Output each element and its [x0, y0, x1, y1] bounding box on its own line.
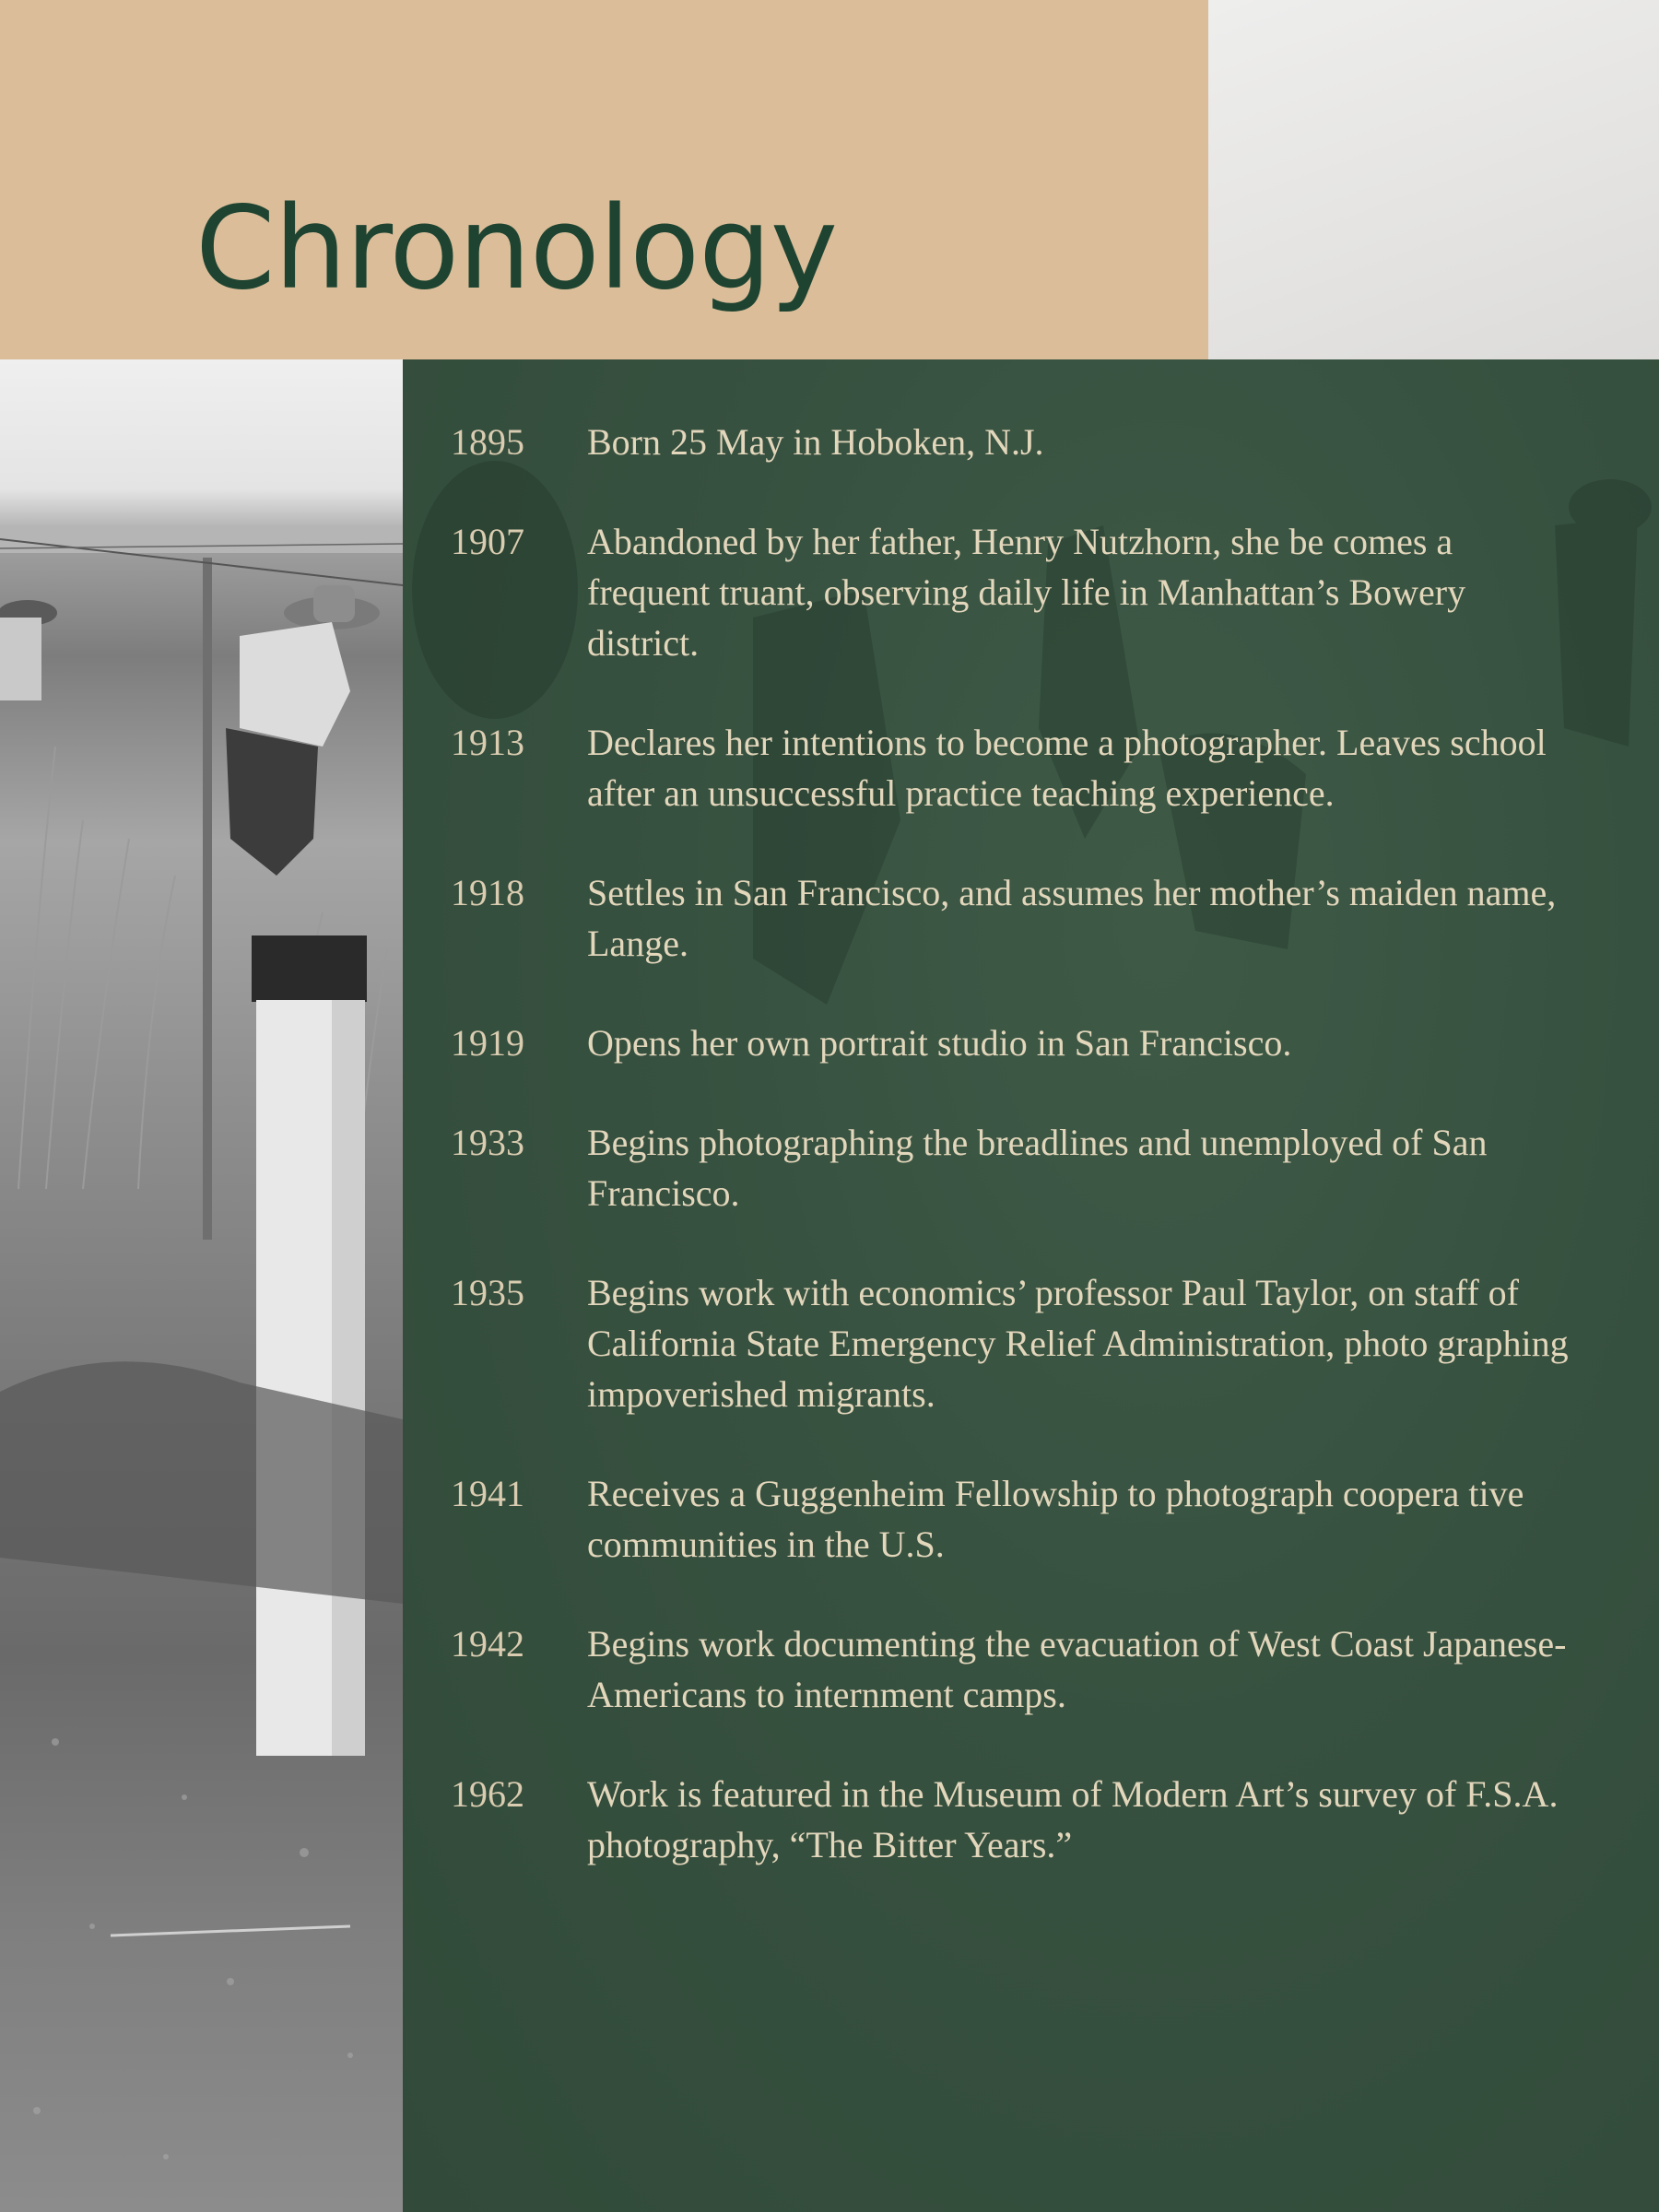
- timeline-entry: [403, 1618, 1659, 1720]
- field-workers-photo: [0, 359, 403, 2212]
- timeline-entry: [403, 1769, 1659, 1870]
- entry-text: Opens her own portrait studio in San Francisco.: [587, 1022, 1292, 1064]
- entry-year: 1962: [451, 1773, 524, 1815]
- page-title: Chronology: [195, 182, 838, 315]
- entry-year: 1942: [451, 1623, 524, 1665]
- entry-text: Receives a Guggenheim Fellowship to photograph coopera tive communities in the U.S.: [587, 1473, 1524, 1565]
- timeline-entry: [403, 867, 1659, 969]
- timeline: [403, 417, 1659, 1919]
- entry-text: Work is featured in the Museum of Modern Art’s survey of F.S.A. photography, “The Bitter Years.”: [587, 1773, 1559, 1865]
- timeline-entry: [403, 1117, 1659, 1218]
- timeline-entry: [403, 417, 1659, 467]
- entry-year: 1933: [451, 1122, 524, 1163]
- entry-text: Begins work documenting the evacuation of West Coast Japanese-Americans to internment camps.: [587, 1623, 1567, 1715]
- title-band: [0, 0, 1208, 359]
- entry-year: 1935: [451, 1272, 524, 1313]
- photo-illustration: [0, 359, 403, 2212]
- entry-text: Begins work with economics’ professor Paul Taylor, on staff of California State Emergency Relief Administration, photo graphing impoverished migrants.: [587, 1272, 1569, 1415]
- entry-year: 1913: [451, 722, 524, 763]
- entry-text: Declares her intentions to become a photographer. Leaves school after an unsuccessful practice teaching experience.: [587, 722, 1547, 814]
- entry-text: Begins photographing the breadlines and unemployed of San Francisco.: [587, 1122, 1488, 1214]
- entry-year: 1918: [451, 872, 524, 913]
- chronology-panel: [403, 359, 1659, 2212]
- entry-text: Abandoned by her father, Henry Nutzhorn, she be comes a frequent truant, observing daily life in Manhattan’s Bowery district.: [587, 521, 1466, 664]
- timeline-entry: [403, 1468, 1659, 1570]
- entry-text: Settles in San Francisco, and assumes her mother’s maiden name, Lange.: [587, 872, 1557, 964]
- entry-year: 1919: [451, 1022, 524, 1064]
- timeline-entry: [403, 717, 1659, 818]
- entry-year: 1907: [451, 521, 524, 562]
- timeline-entry: [403, 516, 1659, 668]
- timeline-entry: [403, 1267, 1659, 1419]
- entry-text: Born 25 May in Hoboken, N.J.: [587, 421, 1044, 463]
- background-photo-corner: [1208, 0, 1659, 359]
- timeline-entry: [403, 1018, 1659, 1068]
- entry-year: 1941: [451, 1473, 524, 1514]
- entry-year: 1895: [451, 421, 524, 463]
